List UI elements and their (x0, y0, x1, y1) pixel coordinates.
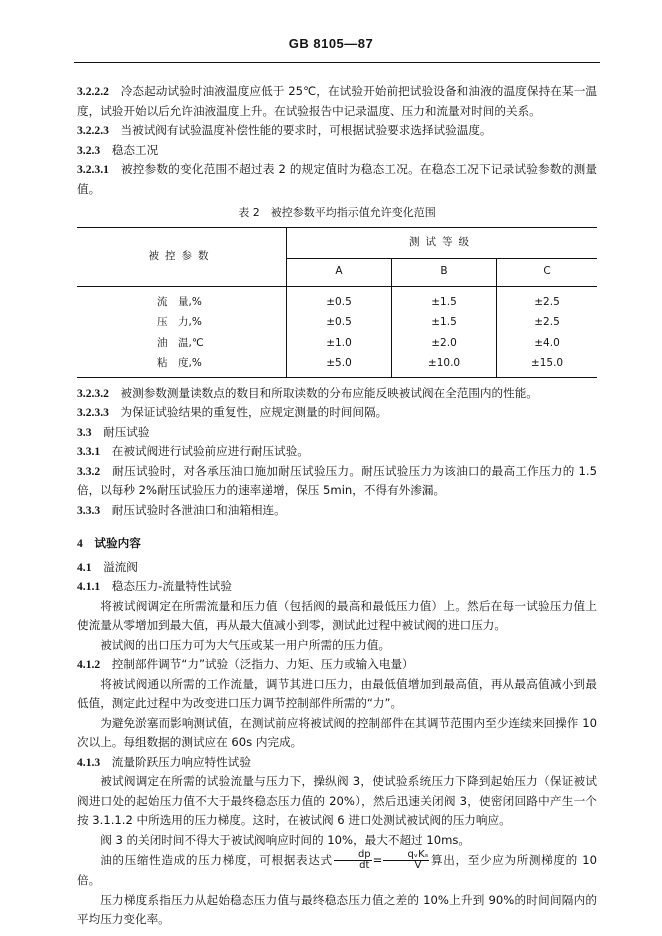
table-cell-param: 压 力,% (157, 315, 202, 328)
table-row (77, 286, 597, 312)
formula-lhs: $\frac{dp}{dt}$ (334, 850, 372, 871)
paragraph: 被试阀的出口压力可为大气压或某一用户所需的压力值。 (100, 637, 391, 652)
section-3-2-2-3: 3.2.2.3 当被试阀有试验温度补偿性能的要求时，可根据试验要求选择试验温度。 (77, 123, 492, 137)
section-4-1-1: 4.1.1 稳态压力-流量特性试验 (77, 579, 232, 593)
table-header-c: C (497, 258, 598, 286)
section-3-2-2-2: 3.2.2.2 冷态起动试验时油液温度应低于 25℃，在试验开始前把试验设备和油液的温度保持在某一温度，试验开始以后允许油液温度上升。在试验报告中记录温度、压力和流量对时间的关系。 (77, 84, 597, 118)
table-cell: ±2.5 (497, 312, 598, 333)
section-3-2-3-3: 3.2.3.3 为保证试验结果的重复性，应规定测量的时间间隔。 (77, 405, 388, 419)
section-4-1-3: 4.1.3 流量阶跃压力响应特性试验 (77, 754, 251, 769)
table-cell-param: 粘 度,% (157, 357, 202, 369)
section-3-3-3: 3.3.3 耐压试验时各泄油口和油箱相连。 (77, 502, 286, 517)
table-cell: ±1.5 (392, 286, 497, 312)
section-3-3-1: 3.3.1 在被试阀进行试验前应进行耐压试验。 (77, 444, 309, 458)
table-cell-param: 油 温,℃ (157, 336, 204, 349)
formula-rhs: qᵥKₛ V (383, 850, 429, 871)
table-header-grade: 测试等级 (287, 227, 598, 258)
paragraph: 将被试阀调定在所需流量和压力值（包括阀的最高和最低压力值）上。然后在每一试验压力值上使流量从零增加到最大值，再从最大值减小到零，测试此过程中被试阀的进口压力。 (77, 598, 597, 632)
paragraph: 压力梯度系指压力从起始稳态压力值与最终稳态压力值之差的 10%上升到 90%的时间间隔内的平均压力变化率。 (77, 892, 597, 926)
table-cell: ±0.5 (287, 312, 392, 333)
table-cell: ±1.0 (287, 333, 392, 354)
table-row (77, 333, 597, 354)
paragraph: 阀 3 的关闭时间不得大于被试阀响应时间的 10%，最大不超过 10ms。 (100, 832, 471, 847)
table-cell: ±5.0 (287, 354, 392, 377)
table-caption: 表 2 被控参数平均指示值允许变化范围 (238, 206, 436, 219)
table-2 (77, 227, 597, 378)
table-header-a: A (287, 258, 392, 286)
page-header: GB 8105—87 (288, 36, 374, 51)
paragraph: 被试阀调定在所需的试验流量与压力下，操纵阀 3，使试验系统压力下降到起始压力（保证被试阀进口处的起始压力值不大于最终稳态压力值的 20%），然后迅速关闭阀 3，使密闭回路中产生一个按 3.1.1.2 中所选用的压力梯度。这时，在被试阀 6 进口处测试被试阀的压力响应。 (77, 774, 597, 827)
section-3-2-3-1: 3.2.3.1 被控参数的变化范围不超过表 2 的规定值时为稳态工况。在稳态工况下记录试验参数的测量值。 (77, 162, 597, 196)
paragraph-formula: 油的压缩性造成的压力梯度，可根据表达式 $\frac{dp}{dt}$ = qᵥKₛ V 算出，至少应为所测梯度的 10 倍。 (77, 849, 597, 887)
table-row (77, 354, 597, 377)
paragraph: 将被试阀通以所需的工作流量，调节其进口压力，由最低值增加到最高值，再从最高值减小到最低值，测定此过程中为改变进口压力调节控制部件所需的“力”。 (77, 676, 597, 710)
header-rule (74, 62, 600, 63)
page-body (77, 82, 597, 930)
table-cell: ±4.0 (497, 333, 598, 354)
section-4-1-2: 4.1.2 控制部件调节“力”试验（泛指力、力矩、压力或输入电量） (77, 657, 414, 671)
table-header-b: B (392, 258, 497, 286)
table-cell: ±15.0 (497, 354, 598, 377)
table-cell: ±10.0 (392, 354, 497, 377)
section-4-1: 4.1 溢流阀 (77, 559, 138, 574)
table-cell: ±2.0 (392, 333, 497, 354)
table-cell: ±0.5 (287, 286, 392, 312)
table-header-param: 被控参数 (77, 227, 287, 286)
section-3-3: 3.3 耐压试验 (77, 424, 150, 439)
paragraph: 为避免淤塞而影响测试值，在测试前应将被试阀的控制部件在其调节范围内至少连续来回操作 10 次以上。每组数据的测试应在 60s 内完成。 (77, 715, 597, 749)
table-cell: ±1.5 (392, 312, 497, 333)
table-cell: ±2.5 (497, 286, 598, 312)
section-3-2-3: 3.2.3 稳态工况 (77, 142, 159, 157)
section-3-3-2: 3.3.2 耐压试验时，对各承压油口施加耐压试验压力。耐压试验压力为该油口的最高工作压力的 1.5 倍，以每秒 2%耐压试验压力的速率递增，保压 5min，不得有外渗漏。 (77, 463, 597, 497)
table-cell-param: 流 量,% (157, 295, 202, 308)
section-4-title: 4 试验内容 (77, 536, 141, 550)
table-row (77, 312, 597, 333)
section-3-2-3-2: 3.2.3.2 被测参数测量读数点的数目和所取读数的分布应能反映被试阀在全范围内的性能。 (77, 385, 538, 400)
